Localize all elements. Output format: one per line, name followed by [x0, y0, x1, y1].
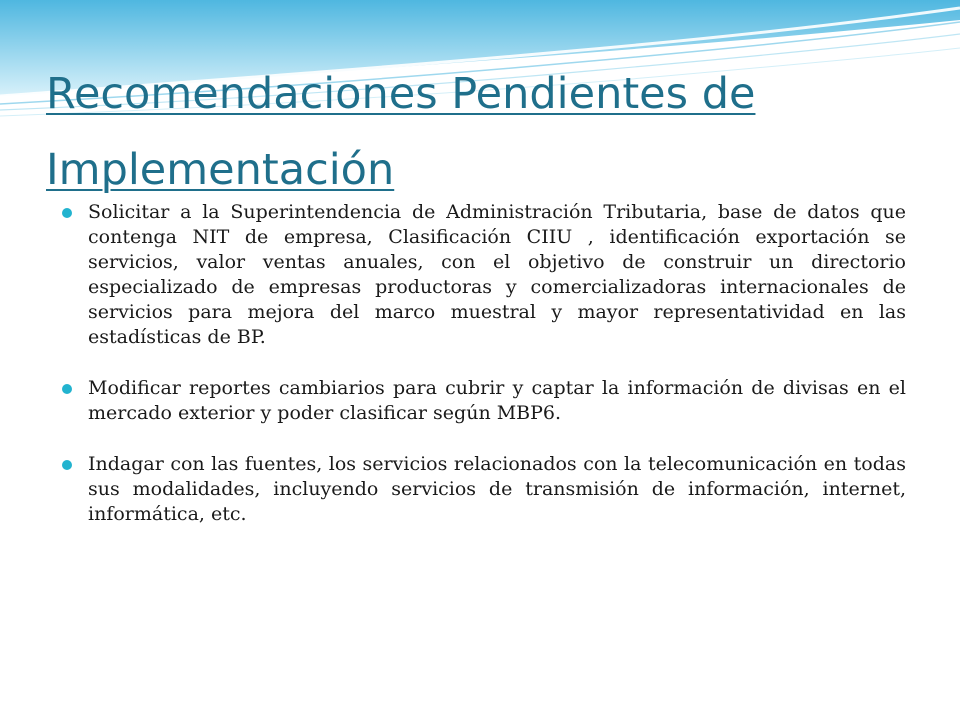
- bullet-dot-icon: [62, 384, 72, 394]
- bullet-item: [62, 452, 906, 527]
- bullet-item: [62, 376, 906, 426]
- bullet-text: Solicitar a la Superintendencia de Administración Tributaria, base de datos que contenga NIT de empresa, Clasificación CIIU , identificación exportación se servicios, valor ventas anuales, con el objetivo de construir un directorio especializado de empresas productoras y comercializadoras internacionales de servicios para mejora del marco muestral y mayor representatividad en las estadísticas de BP.: [88, 201, 906, 348]
- bullet-text: Modificar reportes cambiarios para cubrir y captar la información de divisas en el mercado exterior y poder clasificar según MBP6.: [88, 377, 906, 424]
- bullet-dot-icon: [62, 208, 72, 218]
- bullet-item: [62, 200, 906, 350]
- slide-title: Recomendaciones Pendientes de Implementación: [46, 69, 756, 195]
- bullet-list: [62, 200, 906, 553]
- bullet-dot-icon: [62, 460, 72, 470]
- bullet-text: Indagar con las fuentes, los servicios relacionados con la telecomunicación en todas sus modalidades, incluyendo servicios de transmisión de información, internet, informática, etc.: [88, 453, 906, 525]
